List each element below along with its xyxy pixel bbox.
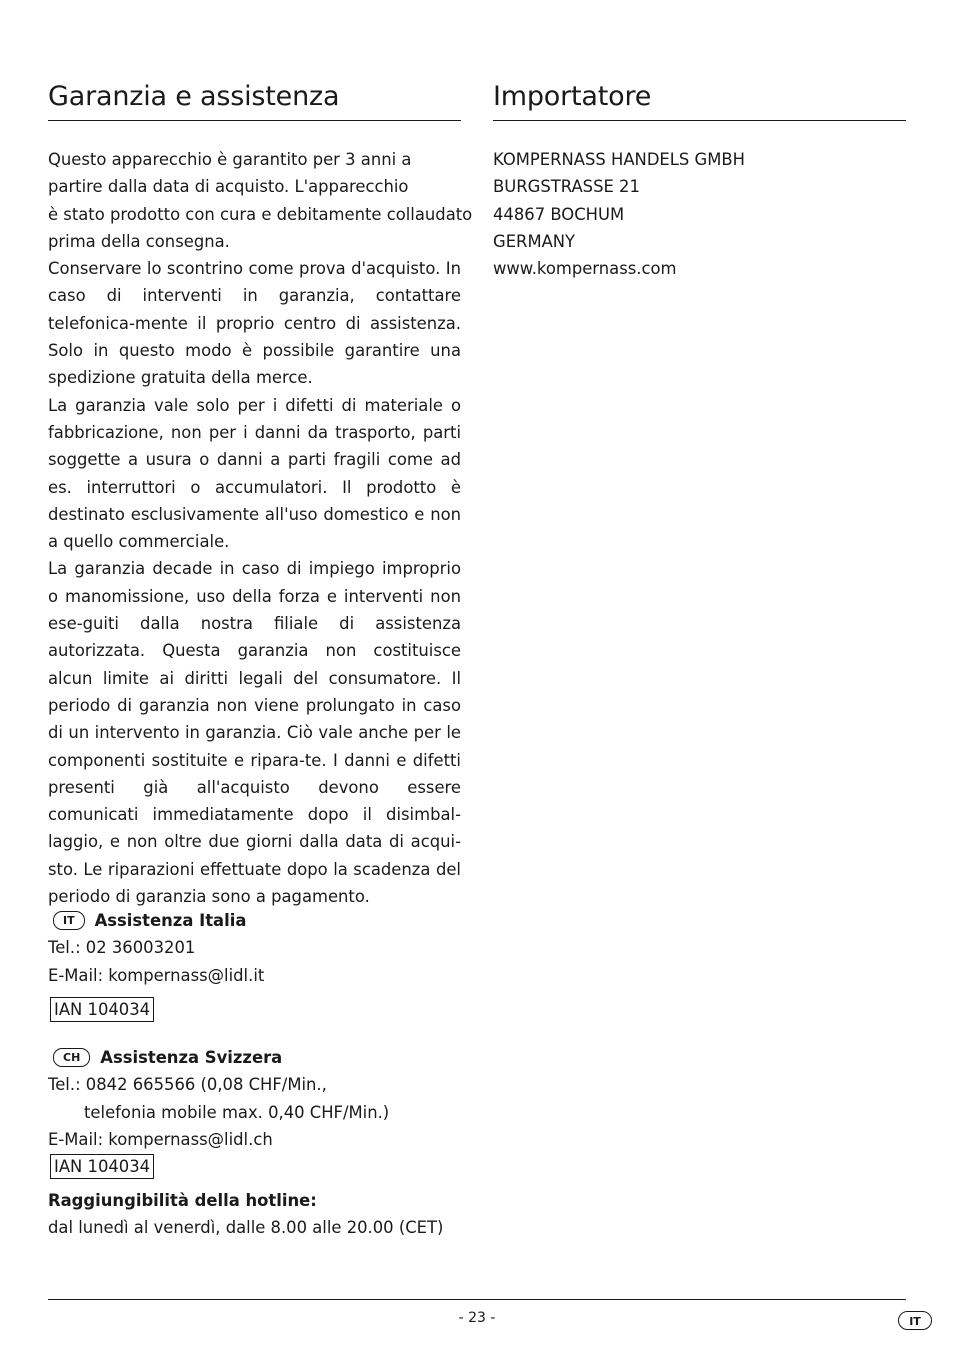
importer-address — [493, 146, 906, 282]
service-italy-header — [48, 907, 468, 934]
warranty-intro-line: Questo apparecchio è garantito per 3 anni a — [48, 150, 412, 169]
importer-heading: Importatore — [493, 80, 906, 121]
warranty-intro-line: partire dalla data di acquisto. L'apparecchio — [48, 177, 409, 197]
importer-column — [493, 80, 906, 282]
service-italy-email: E-Mail: kompernass@lidl.it — [48, 965, 265, 985]
page-number: - 23 - — [458, 1310, 496, 1326]
importer-city: 44867 BOCHUM — [493, 204, 625, 224]
service-switzerland — [48, 1044, 468, 1180]
importer-street: BURGSTRASSE 21 — [493, 177, 640, 197]
service-switzerland-mobile: telefonia mobile max. 0,40 CHF/Min.) — [84, 1102, 390, 1122]
importer-country: GERMANY — [493, 231, 576, 251]
footer-divider — [48, 1299, 906, 1300]
service-switzerland-phone: Tel.: 0842 665566 (0,08 CHF/Min., — [48, 1075, 327, 1095]
importer-company: KOMPERNASS HANDELS GMBH — [493, 150, 745, 169]
service-italy — [48, 907, 468, 1023]
importer-website[interactable]: www.kompernass.com — [493, 259, 677, 279]
warranty-paragraph-receipt: Conservare lo scontrino come prova d'acquisto. In caso di interventi in garanzia, contattare telefonica-mente il proprio centro di assistenza. Solo in questo modo è possibile garantire una spedizione gratuita della merce. — [48, 259, 461, 388]
hotline-hours: dal lunedì al venerdì, dalle 8.00 alle 20.00 (CET) — [48, 1218, 444, 1238]
hotline — [48, 1187, 488, 1242]
service-switzerland-email: E-Mail: kompernass@lidl.ch — [48, 1129, 273, 1149]
warranty-text — [48, 146, 473, 910]
warranty-intro-line: prima della consegna. — [48, 231, 230, 251]
warranty-intro — [48, 146, 473, 255]
service-italy-phone: Tel.: 02 36003201 — [48, 938, 196, 958]
service-italy-title: Assistenza Italia — [94, 911, 247, 930]
warranty-paragraph-void: La garanzia decade in caso di impiego improprio o manomissione, uso della forza e interventi non ese-guiti dalla nostra filiale di assistenza autorizzata. Questa garanzia non costituisce alcun limite ai diritti legali del consumatore. Il periodo di garanzia non viene prolungato in caso di un intervento in garanzia. Ciò vale anche per le componenti sostituite e ripara-te. I danni e difetti presenti già all'acquisto devono essere comunicati immediatamente dopo il disimbal-laggio, e non oltre due giorni dalla data di acqui-sto. Le riparazioni effettuate dopo la scadenza del periodo di garanzia sono a pagamento. — [48, 559, 461, 907]
switzerland-flag-badge: CH — [53, 1048, 90, 1067]
hotline-title: Raggiungibilità della hotline: — [48, 1191, 317, 1210]
language-badge: IT — [898, 1311, 932, 1330]
ian-box: IAN 104034 — [50, 997, 154, 1022]
italy-flag-badge: IT — [53, 911, 85, 930]
service-switzerland-header — [48, 1044, 468, 1071]
warranty-column — [48, 80, 473, 910]
warranty-intro-line: è stato prodotto con cura e debitamente collaudato — [48, 204, 473, 224]
ian-box: IAN 104034 — [50, 1154, 154, 1179]
warranty-heading: Garanzia e assistenza — [48, 80, 461, 121]
warranty-paragraph-scope: La garanzia vale solo per i difetti di materiale o fabbricazione, non per i danni da trasporto, parti soggette a usura o danni a parti fragili come ad es. interruttori o accumulatori. Il prodotto è destinato esclusivamente all'uso domestico e non a quello commerciale. — [48, 395, 461, 552]
service-switzerland-title: Assistenza Svizzera — [100, 1048, 283, 1067]
